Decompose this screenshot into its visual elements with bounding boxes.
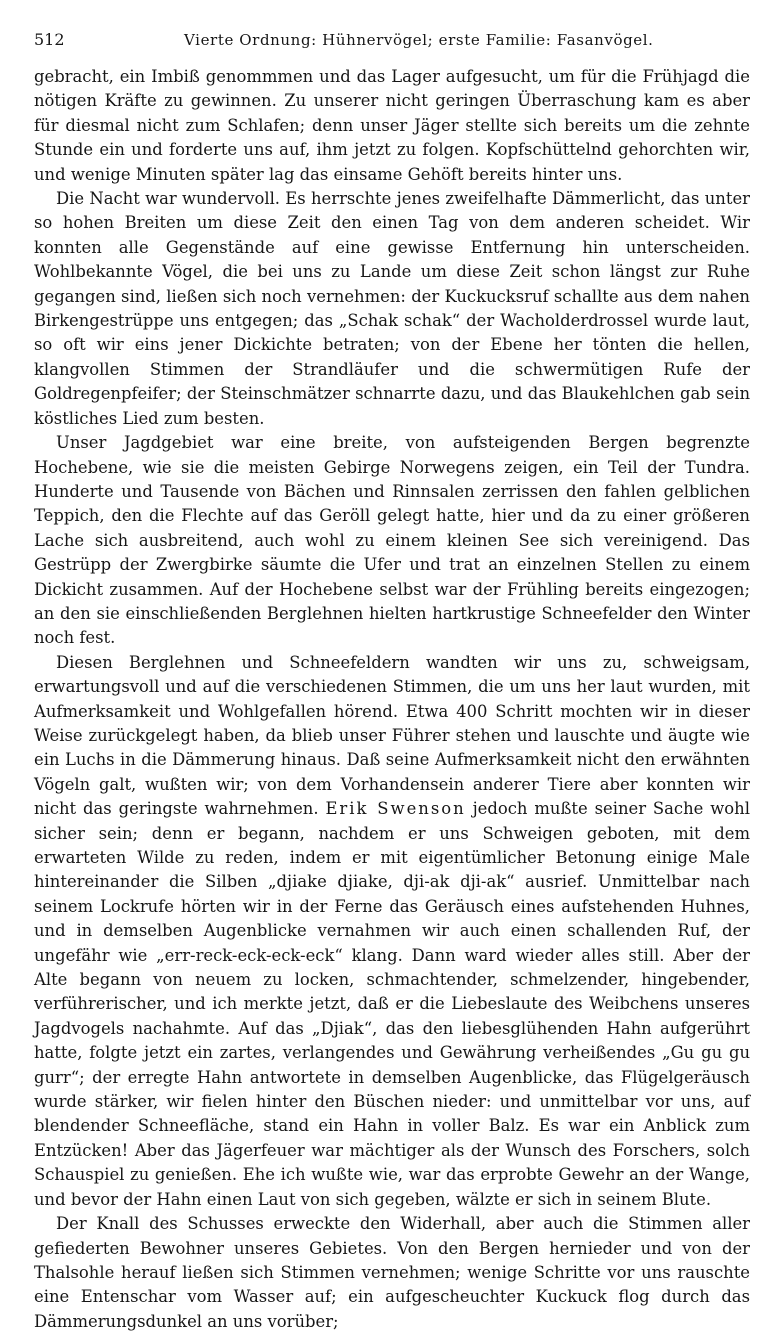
paragraph-4-text-after: jedoch mußte seiner Sache wohl sicher sein; denn er begann, nachdem er uns Schweigen geboten, mit dem erwarteten Wilde zu reden, indem er mit eigentümlicher Betonung einige Male hintereinander die Silben „djiake djiake, dji-ak dji-ak“ ausrief. Unmittelbar nach seinem Lockrufe hörten wir in der Ferne das Geräusch eines aufstehenden Huhnes, und in demselben Augenblicke vernahmen wir auch einen schallenden Ruf, der ungefähr wie „err-reck-eck-eck-eck“ klang. Dann ward wieder alles still. Aber der Alte begann von neuem zu locken, schmachtender, schmelzender, hingebender, verführerischer, und ich merkte jetzt, daß er die Liebeslaute des Weibchens unseres Jagdvogels nachahmte. Auf das „Djiak“, das den liebesglühenden Hahn aufgerührt hatte, folgte jetzt ein zartes, verlangendes und Gewährung verheißendes „Gu gu gu gurr“; der erregte Hahn antwortete in demselben Augenblicke, das Flügelgeräusch wurde stärker, wir fielen hinter den Büschen nieder: und unmittelbar vor uns, auf blendender Schneefläche, stand ein Hahn in voller Balz. Es war ein Anblick zum Entzücken! Aber das Jägerfeuer war mächtiger als der Wunsch des Forschers, solch Schauspiel zu genießen. Ehe ich wußte wie, war das erprobte Gewehr an der Wange, und bevor der Hahn einen Laut von sich gegeben, wälzte er sich in seinem Blute.: [34, 799, 750, 1209]
book-page: [34, 28, 750, 1334]
paragraph-4-text-before: Diesen Berglehnen und Schneefeldern wandten wir uns zu, schweigsam, erwartungsvoll und auf die verschiedenen Stimmen, die um uns her laut wurden, mit Aufmerksamkeit und Wohlgefallen hörend. Etwa 400 Schritt mochten wir in dieser Weise zurückgelegt haben, da blieb unser Führer stehen und lauschte und äugte wie ein Luchs in die Dämmerung hinaus. Daß seine Aufmerksamkeit nicht den erwähnten Vögeln galt, wußten wir; von dem Vorhandensein anderer Tiere aber konnten wir nicht das geringste wahrnehmen.: [34, 652, 750, 819]
page-number: 512: [34, 30, 65, 49]
running-head: Vierte Ordnung: Hühnervögel; erste Familie: Fasanvögel.: [184, 31, 654, 49]
page-header: [34, 28, 750, 52]
body-text: [34, 65, 750, 1334]
paragraph-5: Der Knall des Schusses erweckte den Widerhall, aber auch die Stimmen aller gefiederten Bewohner unseres Gebietes. Von den Bergen hernieder und von der Thalsohle herauf ließen sich Stimmen vernehmen; wenige Schritte vor uns rauschte eine Entenschar vom Wasser auf; ein aufgescheuchter Kuckuck flog durch das Dämmerungsdunkel an uns vorüber;: [34, 1214, 750, 1331]
paragraph-1: gebracht, ein Imbiß genommmen und das Lager aufgesucht, um für die Frühjagd die nötigen Kräfte zu gewinnen. Zu unserer nicht geringen Überraschung kam es aber für diesmal nicht zum Schlafen; denn unser Jäger stellte sich bereits um die zehnte Stunde ein und forderte uns auf, ihm jetzt zu folgen. Kopfschüttelnd gehorchten wir, und wenige Minuten später lag das einsame Gehöft bereits hinter uns.: [34, 67, 750, 184]
person-name: Erik Swenson: [325, 799, 466, 819]
paragraph-2: Die Nacht war wundervoll. Es herrschte jenes zweifelhafte Dämmerlicht, das unter so hohen Breiten um diese Zeit den einen Tag von dem anderen scheidet. Wir konnten alle Gegenstände auf eine gewisse Entfernung hin unterscheiden. Wohlbekannte Vögel, die bei uns zu Lande um diese Zeit schon längst zur Ruhe gegangen sind, ließen sich noch vernehmen: der Kuckucksruf schallte aus dem nahen Birkengestrüppe uns entgegen; das „Schak schak“ der Wacholderdrossel wurde laut, so oft wir eins jener Dickichte betraten; von der Ebene her tönten die hellen, klangvollen Stimmen der Strandläufer und die schwermütigen Rufe der Goldregenpfeifer; der Steinschmätzer schnarrte dazu, und das Blaukehlchen gab sein köstliches Lied zum besten.: [34, 189, 750, 428]
paragraph-3: Unser Jagdgebiet war eine breite, von aufsteigenden Bergen begrenzte Hochebene, wie sie die meisten Gebirge Norwegens zeigen, ein Teil der Tundra. Hunderte und Tausende von Bächen und Rinnsalen zerrissen den fahlen gelblichen Teppich, den die Flechte auf das Geröll gelegt hatte, hier und da zu einer größeren Lache sich ausbreitend, auch wohl zu einem kleinen See sich vereinigend. Das Gestrüpp der Zwergbirke säumte die Ufer und trat an einzelnen Stellen zu einem Dickicht zusammen. Auf der Hochebene selbst war der Frühling bereits eingezogen; an den sie einschließenden Berglehnen hielten hartkrustige Schneefelder den Winter noch fest.: [34, 433, 750, 648]
paragraph-4: [34, 651, 750, 1212]
